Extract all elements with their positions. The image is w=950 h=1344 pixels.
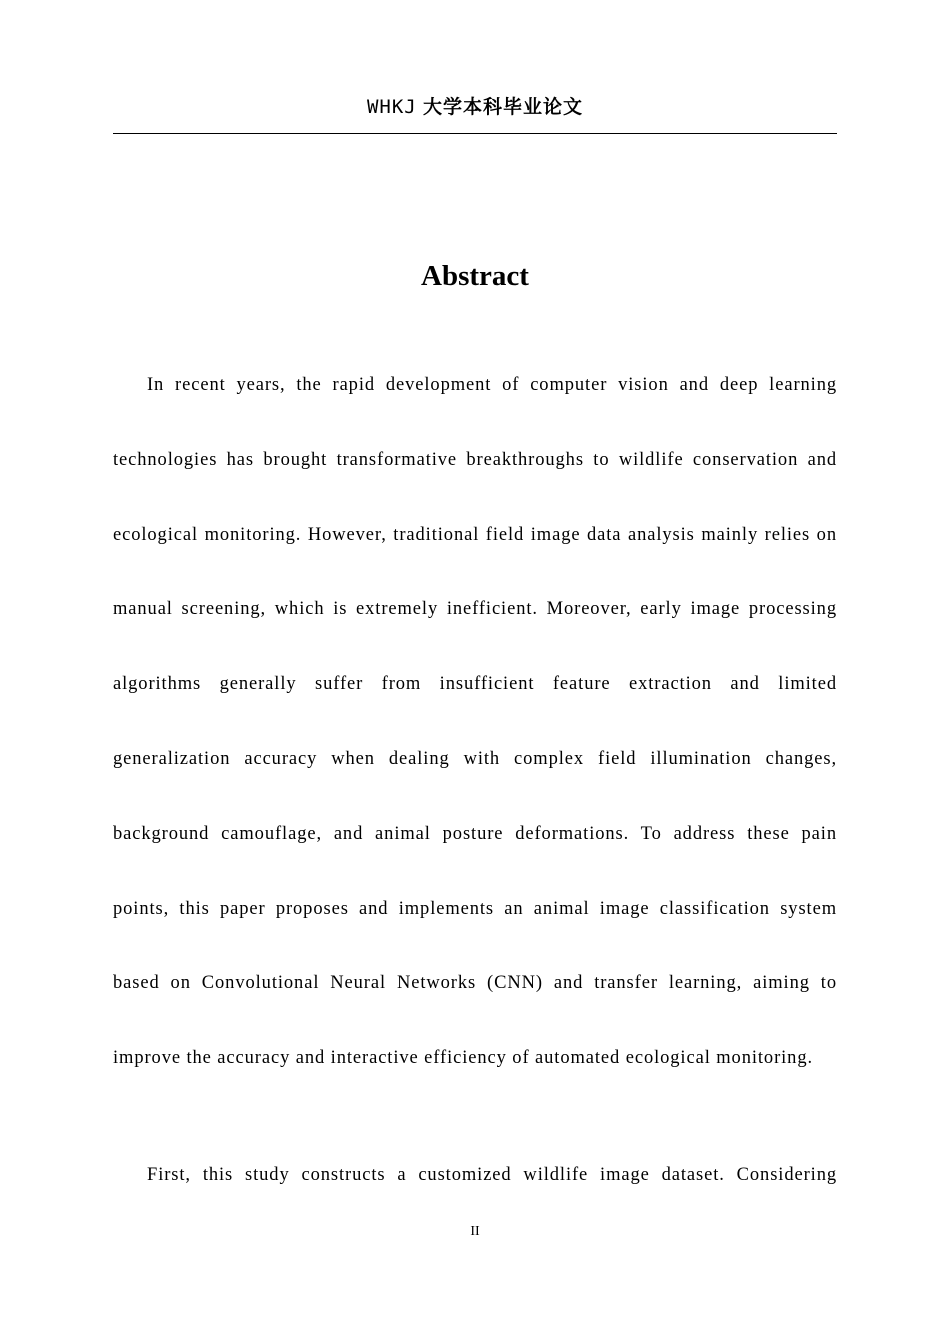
running-header: [113, 92, 837, 121]
header-rule: [113, 133, 837, 134]
page-number: II: [470, 1224, 480, 1239]
header-cjk-text: 大学本科毕业论文: [423, 96, 584, 118]
abstract-paragraph-1: In recent years, the rapid development of computer vision and deep learning technologies has brought transformative breakthroughs to wildlife conservation and ecological monitoring. However, traditional field image data analysis mainly relies on manual screening, which is extremely inefficient. Moreover, early image processing algorithms generally suffer from insufficient feature extraction and limited generalization accuracy when dealing with complex field illumination changes, background camouflage, and animal posture deformations. To address these pain points, this paper proposes and implements an animal image classification system based on Convolutional Neural Networks (CNN) and transfer learning, aiming to improve the accuracy and interactive efficiency of automated ecological monitoring.: [113, 375, 837, 1069]
abstract-paragraph-2: First, this study constructs a customized wildlife image dataset. Considering: [147, 1165, 837, 1185]
section-title: Abstract: [421, 260, 529, 292]
header-latin-text: WHKJ: [366, 96, 417, 118]
